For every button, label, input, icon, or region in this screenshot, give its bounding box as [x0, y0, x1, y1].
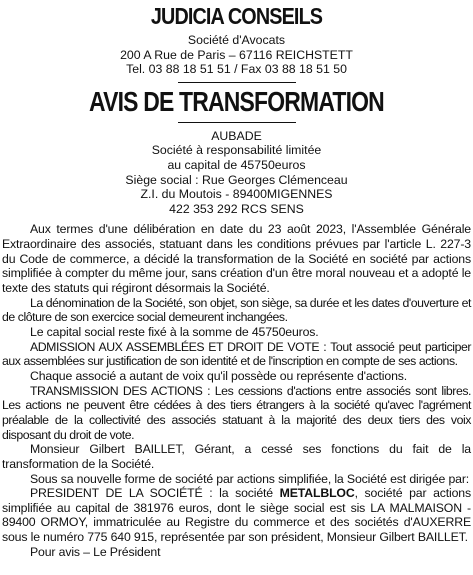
divider — [178, 82, 296, 83]
company-name: AUBADE — [211, 128, 262, 143]
president-details: , société par actions simplifiée au capital de 381976 euros, dont le siège social est sis LA MALMAISON - 89400 ORMOY, immatriculée au Registre du commerce et des sociétés d'AUXERRE sous le numéro 775 640 915, représentée par son président, Monsieur Gilbert BAILLET. — [2, 486, 471, 545]
paragraph-votes: Chaque associé a autant de voix qu'il possède ou représente d'actions. — [30, 368, 408, 383]
notice-title: AVIS DE TRANSFORMATION — [89, 85, 384, 117]
paragraph-new-management: Sous sa nouvelle forme de société par actions simplifiée, la Société est dirigée par: — [30, 471, 470, 486]
company-rcs: 422 353 292 RCS SENS — [169, 201, 304, 216]
paragraph-capital: Le capital social reste fixé à la somme de 45750euros. — [30, 324, 319, 339]
firm-name: JUDICIA CONSEILS — [150, 3, 323, 29]
president-intro: PRESIDENT DE LA SOCIÉTÉ : la société — [30, 486, 280, 501]
paragraph-unchanged-items: La dénomination de la Société, son objet, son siège, sa durée et les dates d'ouverture et de clôture de son exercice social demeurent inchangées. — [2, 295, 471, 325]
company-seat: Siège social : Rue Georges Clémenceau — [125, 172, 348, 187]
firm-phone-fax: Tel. 03 88 18 51 51 / Fax 03 88 18 51 50 — [126, 62, 347, 77]
notice-body — [2, 222, 471, 559]
paragraph-share-transfer: TRANSMISSION DES ACTIONS : Les cessions d'actions entre associés sont libres. Les actions ne peuvent être cédées à des tiers étrangers à la société qu'avec l'agrément préalable de la collectivité des associés statuant à la majorité des deux tiers des voix disposant du droit de vote. — [2, 383, 471, 442]
firm-type: Société d'Avocats — [187, 33, 286, 47]
paragraph-admission-voting: ADMISSION AUX ASSEMBLÉES ET DROIT DE VOTE : Tout associé peut participer aux assemblées sur justification de son identité et de l'inscription en compte de ses actions. — [2, 339, 471, 369]
company-details — [2, 129, 471, 217]
company-form: Société à responsabilité limitée — [151, 143, 322, 158]
firm-address: 200 A Rue de Paris – 67116 REICHSTETT — [120, 47, 353, 62]
paragraph-president — [2, 486, 471, 545]
paragraph-signature: Pour avis – Le Président — [30, 544, 161, 559]
paragraph-deliberation: Aux termes d'une délibération en date du 23 août 2023, l'Assemblée Générale Extraordinaire des associés, statuant dans les conditions prévues par l'article L. 227-3 du Code de commerce, a décidé la transformation de la Société en société par actions simplifiée à compter du même jour, sans création d'un être moral nouveau et a adopté le texte des statuts qui régiront désormais la Société. — [2, 222, 471, 295]
paragraph-manager-resignation: Monsieur Gilbert BAILLET, Gérant, a cessé ses fonctions du fait de la transformation de la Société. — [2, 442, 471, 471]
company-capital: au capital de 45750euros — [167, 157, 306, 172]
firm-details — [2, 33, 471, 77]
divider — [178, 122, 296, 123]
company-address: Z.I. du Moutois - 89400MIGENNES — [140, 187, 333, 202]
president-company-name: METALBLOC — [279, 486, 355, 501]
